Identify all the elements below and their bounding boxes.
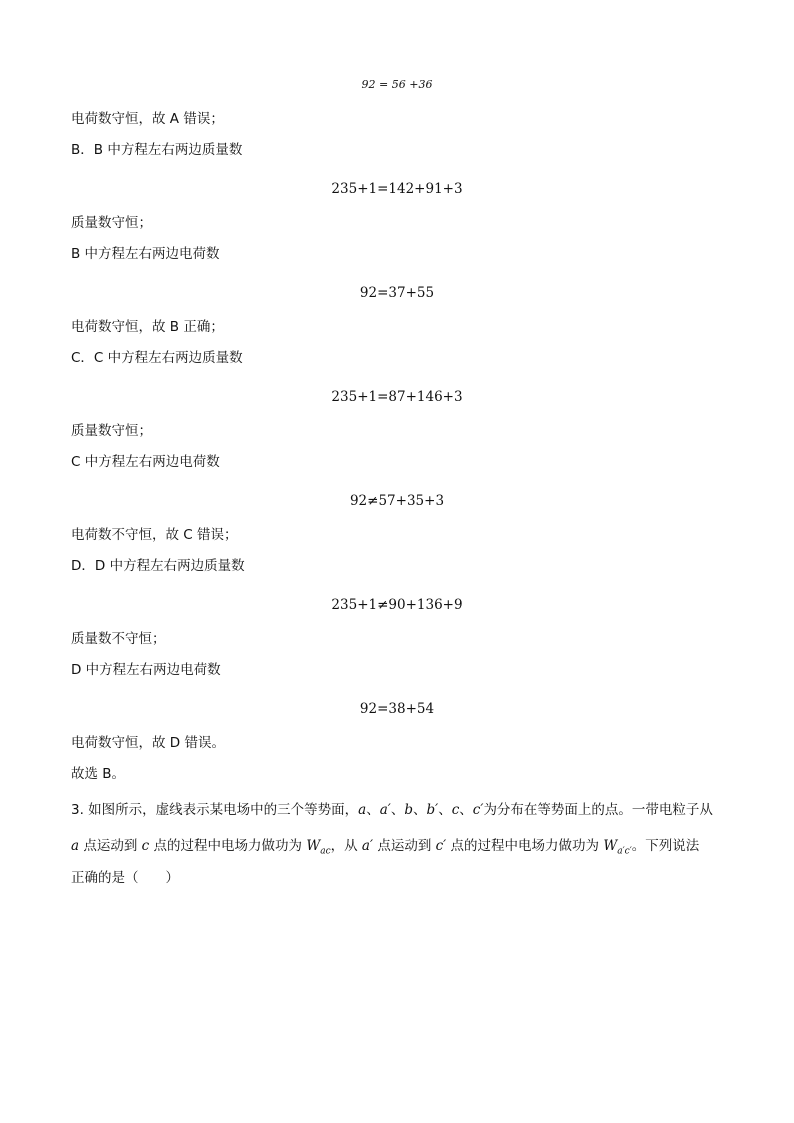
var-b-prime: b′ xyxy=(426,802,439,818)
equation-mass-d: 235+1≠90+136+9 xyxy=(331,597,463,613)
text-line: 电荷数不守恒，故 C 错误； xyxy=(71,527,238,543)
var-c: c xyxy=(141,838,150,854)
text-line: 电荷数守恒，故 A 错误； xyxy=(71,111,224,127)
var-c-prime: c′ xyxy=(435,838,447,854)
separator: 、 xyxy=(438,802,452,818)
equation-mass-b: 235+1=142+91+3 xyxy=(331,181,463,197)
question-text: 3. 如图所示，虚线表示某电场中的三个等势面， xyxy=(71,802,359,818)
text-line: 质量数不守恒； xyxy=(71,631,166,647)
text-line: 故选 B。 xyxy=(71,766,126,782)
var-a-prime: a′ xyxy=(361,838,374,854)
separator: 、 xyxy=(366,802,380,818)
work-symbol: W xyxy=(306,838,321,854)
question-text: 点运动到 xyxy=(79,838,142,854)
question-3-line-3: 正确的是（ ） xyxy=(71,870,179,886)
text-line: 电荷数守恒，故 D 错误。 xyxy=(71,735,225,751)
var-a-prime: a′ xyxy=(379,802,391,818)
var-b: b xyxy=(404,802,414,818)
question-text: 为分布在等势面上的点。一带电粒子从 xyxy=(483,802,713,818)
question-text: 点的过程中电场力做功为 xyxy=(446,838,604,854)
separator: 、 xyxy=(413,802,427,818)
var-a: a xyxy=(358,802,367,818)
equation-charge-b: 92=37+55 xyxy=(359,285,435,301)
text-line: D．D 中方程左右两边质量数 xyxy=(71,558,245,574)
question-3-line-1 xyxy=(71,801,731,819)
text-line: D 中方程左右两边电荷数 xyxy=(71,662,221,678)
text-line: 电荷数守恒，故 B 正确； xyxy=(71,319,224,335)
equation-charge-a: 92 = 56 +36 xyxy=(361,78,433,91)
separator: 、 xyxy=(390,802,405,818)
text-line: 质量数守恒； xyxy=(71,423,152,439)
separator: 、 xyxy=(459,802,473,818)
var-a: a xyxy=(71,838,80,854)
text-line: 质量数守恒； xyxy=(71,215,152,231)
text-line: B．B 中方程左右两边质量数 xyxy=(71,142,243,158)
question-3-line-2 xyxy=(71,837,731,861)
var-c-prime: c′ xyxy=(472,802,484,818)
text-line: C．C 中方程左右两边质量数 xyxy=(71,350,243,366)
question-text: 点的过程中电场力做功为 xyxy=(149,838,307,854)
text-line: C 中方程左右两边电荷数 xyxy=(71,454,220,470)
equation-mass-c: 235+1=87+146+3 xyxy=(331,389,463,405)
equation-charge-c: 92≠57+35+3 xyxy=(349,493,445,509)
work-subscript: a′c′ xyxy=(617,846,632,857)
question-text: 点运动到 xyxy=(373,838,436,854)
question-text: ，从 xyxy=(330,838,362,854)
var-c: c xyxy=(451,802,460,818)
text-line: B 中方程左右两边电荷数 xyxy=(71,246,220,262)
work-subscript: ac xyxy=(320,846,331,857)
question-text: 。下列说法 xyxy=(631,838,700,854)
equation-charge-d: 92=38+54 xyxy=(359,701,435,717)
work-symbol: W xyxy=(603,838,618,854)
